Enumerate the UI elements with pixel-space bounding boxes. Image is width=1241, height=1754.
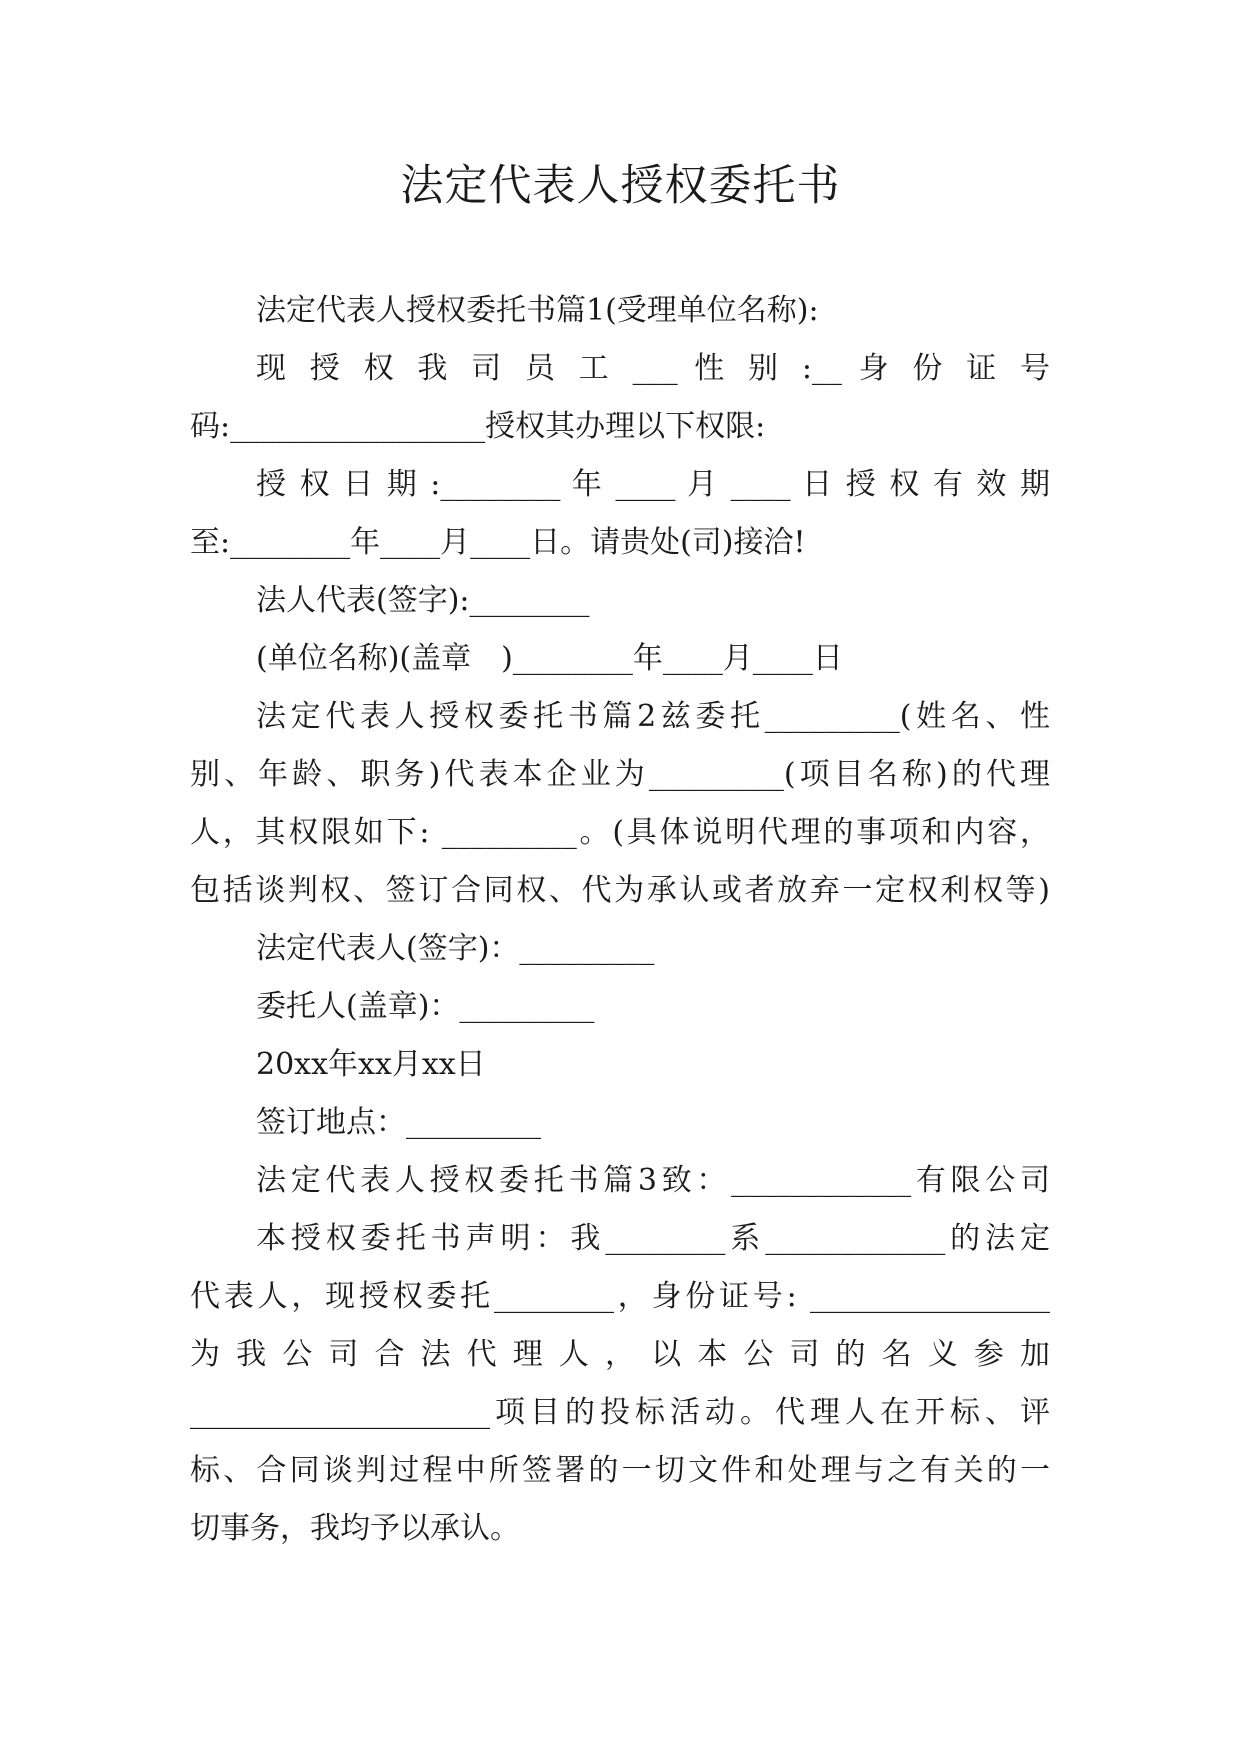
paragraph-12-line-2: 代表人，现授权委托________，身份证号: ________________	[190, 1279, 1050, 1314]
paragraph-6-line-2: 别、年龄、职务)代表本企业为_________(项目名称)的代理	[190, 757, 1050, 792]
paragraph-6-line-3: 人，其权限如下: _________。(具体说明代理的事项和内容，	[190, 815, 1050, 850]
document-body	[190, 282, 1050, 1558]
paragraph-8-line-1: 委托人(盖章)：_________	[256, 989, 595, 1024]
paragraph-6-line-1: 法定代表人授权委托书篇2兹委托_________(姓名、性	[256, 699, 1050, 734]
paragraph-2-line-1: 现 授 权 我 司 员 工 ___ 性 别 :__ 身 份 证 号	[256, 351, 1050, 386]
paragraph-12-line-3: 为 我 公 司 合 法 代 理 人 ， 以 本 公 司 的 名 义 参 加	[190, 1337, 1050, 1372]
paragraph-11-line-1: 法定代表人授权委托书篇3致：____________有限公司	[256, 1163, 1050, 1198]
paragraph-10-line-1: 签订地点：_________	[256, 1105, 541, 1140]
paragraph-3-line-2: 至:________年____月____日。请贵处(司)接洽!	[190, 525, 806, 560]
paragraph-3-line-1: 授 权 日 期 :________ 年 ____ 月 ____ 日 授 权 有 效 期	[256, 467, 1050, 502]
paragraph-6-line-4: 包括谈判权、签订合同权、代为承认或者放弃一定权利权等)	[190, 873, 1050, 908]
paragraph-1-line-1: 法定代表人授权委托书篇1(受理单位名称):	[256, 293, 819, 328]
paragraph-7-line-1: 法定代表人(签字)：_________	[256, 931, 655, 966]
paragraph-5-line-1: (单位名称)(盖章 )________年____月____日	[256, 641, 843, 676]
document-title: 法定代表人授权委托书	[400, 161, 841, 211]
paragraph-12-line-6: 切事务，我均予以承认。	[190, 1511, 520, 1546]
paragraph-9-line-1: 20xx年xx月xx日	[256, 1047, 486, 1082]
paragraph-2-line-2: 码:_________________授权其办理以下权限:	[190, 409, 766, 444]
paragraph-4-line-1: 法人代表(签字):________	[256, 583, 590, 618]
paragraph-12-line-1: 本授权委托书声明：我________系____________的法定	[256, 1221, 1050, 1256]
paragraph-12-line-5: 标、合同谈判过程中所签署的一切文件和处理与之有关的一	[190, 1453, 1050, 1488]
paragraph-12-line-4: ____________________项目的投标活动。代理人在开标、评	[190, 1395, 1050, 1430]
